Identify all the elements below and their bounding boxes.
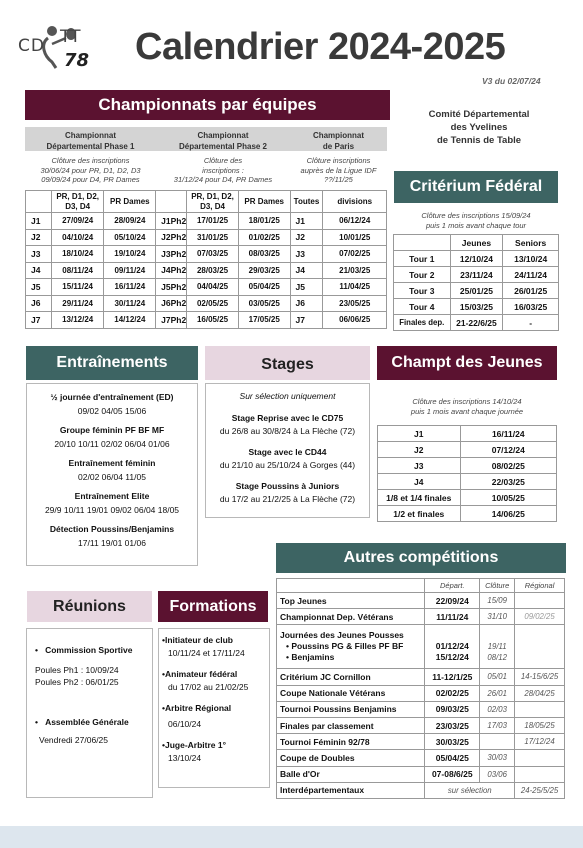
table-cell: 22/09/24 bbox=[425, 593, 480, 609]
col-header: PR Dames bbox=[104, 191, 156, 213]
table-cell: 17/12/24 bbox=[515, 734, 565, 750]
bottom-background-strip bbox=[0, 826, 583, 848]
table-cell: Championnat Dep. Vétérans bbox=[277, 609, 425, 625]
col-header bbox=[277, 579, 425, 593]
phase1-note bbox=[25, 156, 156, 185]
col-header: Jeunes bbox=[450, 235, 503, 251]
table-cell: 25/01/25 bbox=[450, 283, 503, 299]
entrainement-dates: 29/9 10/11 19/01 09/02 06/04 18/05 bbox=[44, 504, 180, 515]
formations-header: Formations bbox=[158, 591, 268, 622]
table-cell: 05/01 bbox=[480, 669, 515, 685]
table-cell: 06/12/24 bbox=[323, 213, 387, 230]
jeunes-header: Champt des Jeunes bbox=[377, 346, 557, 380]
table-row bbox=[277, 685, 565, 701]
committee-line-3: de Tennis de Table bbox=[436, 135, 522, 146]
col-header: Toutes bbox=[290, 191, 323, 213]
formation-title: Initiateur de club bbox=[164, 635, 233, 645]
entrainement-title: Groupe féminin PF BF MF bbox=[59, 425, 165, 435]
col-header: Clôture bbox=[480, 579, 515, 593]
table-row bbox=[26, 213, 387, 230]
table-cell: J1Ph2 bbox=[156, 213, 187, 230]
table-cell: 08/02/25 bbox=[460, 458, 556, 474]
reunion-title: Assemblée Générale bbox=[45, 717, 129, 727]
criterium-note-line: Clôture des inscriptions 15/09/24 bbox=[421, 211, 531, 220]
table-cell: 09/11/24 bbox=[104, 262, 156, 279]
criterium-table bbox=[393, 234, 559, 331]
entrainement-dates: 02/02 06/04 11/05 bbox=[78, 471, 146, 482]
table-cell: 02/03 bbox=[480, 701, 515, 717]
col-header: divisions bbox=[323, 191, 387, 213]
stage-title: Stage avec le CD44 bbox=[248, 446, 327, 457]
table-cell: J2 bbox=[378, 442, 461, 458]
entrainements-header: Entraînements bbox=[26, 346, 198, 380]
table-row bbox=[277, 717, 565, 733]
table-row bbox=[394, 267, 559, 283]
table-cell: 19/10/24 bbox=[104, 246, 156, 263]
table-cell: 07/02/25 bbox=[323, 246, 387, 263]
committee-name bbox=[404, 108, 554, 147]
table-row bbox=[277, 750, 565, 766]
table-cell: 26/01 bbox=[480, 685, 515, 701]
table-cell: 30/03/25 bbox=[425, 734, 480, 750]
table-cell: Critérium JC Cornillon bbox=[277, 669, 425, 685]
table-cell: J5Ph2 bbox=[156, 279, 187, 296]
entrainement-item bbox=[27, 523, 197, 550]
table-row bbox=[378, 426, 557, 442]
table-cell: Coupe Nationale Vétérans bbox=[277, 685, 425, 701]
table-cell: 03/06 bbox=[480, 766, 515, 782]
table-row bbox=[26, 246, 387, 263]
col-header: PR, D1, D2, D3, D4 bbox=[187, 191, 239, 213]
table-cell: 15/11/24 bbox=[51, 279, 104, 296]
clo-date-2: 08/12 bbox=[487, 652, 507, 662]
table-cell: J1 bbox=[26, 213, 52, 230]
table-row bbox=[277, 782, 565, 798]
jeunes-pousses-sub2: Benjamins bbox=[291, 652, 335, 663]
table-cell: J2Ph2 bbox=[156, 229, 187, 246]
committee-line-1: Comité Départemental bbox=[428, 109, 530, 120]
table-cell: 23/11/24 bbox=[450, 267, 503, 283]
table-cell: 08/11/24 bbox=[51, 262, 104, 279]
table-cell: 23/05/25 bbox=[323, 295, 387, 312]
table-cell: 07/12/24 bbox=[460, 442, 556, 458]
table-cell: J2 bbox=[26, 229, 52, 246]
table-row bbox=[378, 490, 557, 506]
phase1-title-line2: Départemental Phase 1 bbox=[46, 142, 135, 151]
table-cell: J6 bbox=[26, 295, 52, 312]
table-cell: Finales dep. bbox=[394, 315, 451, 331]
phase2-note-line: inscriptions : bbox=[202, 165, 244, 175]
table-cell: 28/03/25 bbox=[187, 262, 239, 279]
table-row bbox=[378, 442, 557, 458]
table-row bbox=[26, 295, 387, 312]
table-cell: 31/10 bbox=[480, 609, 515, 625]
table-cell: 07-08/6/25 bbox=[425, 766, 480, 782]
formation-dates: 10/11/24 et 17/11/24 bbox=[168, 647, 245, 658]
table-cell: J3 bbox=[26, 246, 52, 263]
table-cell: J1 bbox=[290, 213, 323, 230]
table-cell: 04/04/25 bbox=[187, 279, 239, 296]
dep-date-2: 15/12/24 bbox=[435, 651, 469, 662]
jeunes-note-line: Clôture des inscriptions 14/10/24 bbox=[412, 397, 522, 406]
table-row bbox=[277, 701, 565, 717]
table-cell: J3Ph2 bbox=[156, 246, 187, 263]
paris-note-line: ??/11/25 bbox=[324, 175, 353, 184]
table-cell: J7 bbox=[290, 312, 323, 329]
table-row bbox=[378, 506, 557, 522]
formation-item: •Juge-Arbitre 1° 13/10/24 bbox=[162, 739, 269, 764]
table-cell: 16/11/24 bbox=[104, 279, 156, 296]
table-cell: Tournoi Féminin 92/78 bbox=[277, 734, 425, 750]
jeunes-pousses-sub: • Poussins PG & Filles PF BF bbox=[286, 641, 404, 652]
table-cell: 18/05/25 bbox=[515, 717, 565, 733]
table-cell: J1 bbox=[378, 426, 461, 442]
table-row bbox=[26, 279, 387, 296]
stage-dates: du 26/8 au 30/8/24 à La Flèche (72) bbox=[219, 426, 356, 436]
entrainement-title: Entraînement Elite bbox=[74, 491, 150, 501]
table-row bbox=[277, 766, 565, 782]
table-cell: 13/10/24 bbox=[503, 251, 559, 267]
entrainement-dates: 09/02 04/05 15/06 bbox=[77, 405, 147, 416]
table-cell: 11/04/25 bbox=[323, 279, 387, 296]
criterium-note bbox=[393, 211, 559, 230]
table-cell: - bbox=[503, 315, 559, 331]
table-header-row bbox=[394, 235, 559, 251]
table-row bbox=[277, 669, 565, 685]
table-cell: 16/03/25 bbox=[503, 299, 559, 315]
table-row bbox=[277, 609, 565, 625]
table-cell bbox=[480, 625, 515, 669]
jeunes-pousses-sub: • Benjamins bbox=[286, 652, 335, 663]
table-cell: Tour 1 bbox=[394, 251, 451, 267]
col-header bbox=[394, 235, 451, 251]
table-row bbox=[277, 625, 565, 669]
formation-item: •Animateur fédéral du 17/02 au 21/02/25 bbox=[162, 668, 269, 693]
table-cell: 14/12/24 bbox=[104, 312, 156, 329]
table-cell: 24/11/24 bbox=[503, 267, 559, 283]
stages-box bbox=[205, 383, 370, 518]
jeunes-pousses-sub1: Poussins PG & Filles PF BF bbox=[291, 641, 404, 652]
table-cell: 16/05/25 bbox=[187, 312, 239, 329]
table-row bbox=[394, 251, 559, 267]
entrainement-dates: 20/10 10/11 02/02 06/04 01/06 bbox=[54, 438, 170, 449]
table-cell: J5 bbox=[290, 279, 323, 296]
table-row bbox=[394, 283, 559, 299]
table-cell bbox=[515, 766, 565, 782]
reunion-line: Poules Ph1 : 10/09/24 bbox=[35, 665, 119, 675]
table-row bbox=[394, 315, 559, 331]
table-cell: Interdépartementaux bbox=[277, 782, 425, 798]
table-cell: 22/03/25 bbox=[460, 474, 556, 490]
formation-title: Juge-Arbitre 1° bbox=[164, 740, 227, 750]
table-cell: Coupe de Doubles bbox=[277, 750, 425, 766]
table-cell: 1/8 et 1/4 finales bbox=[378, 490, 461, 506]
table-cell: 17/01/25 bbox=[187, 213, 239, 230]
table-cell: 18/10/24 bbox=[51, 246, 104, 263]
table-cell bbox=[515, 750, 565, 766]
col-header: Seniors bbox=[503, 235, 559, 251]
stage-title: Stage Poussins à Juniors bbox=[235, 480, 340, 491]
table-cell: 13/12/24 bbox=[51, 312, 104, 329]
stages-subtitle: Sur sélection uniquement bbox=[239, 391, 336, 401]
reunion-title: Commission Sportive bbox=[45, 645, 133, 655]
table-row bbox=[394, 299, 559, 315]
phase2-title-line1: Championnat bbox=[197, 131, 249, 140]
table-cell: 23/03/25 bbox=[425, 717, 480, 733]
table-row bbox=[277, 593, 565, 609]
phase2-title-line2: Départemental Phase 2 bbox=[178, 142, 268, 151]
phase1-note-line: 30/06/24 pour PR, D1, D2, D3 bbox=[40, 165, 141, 175]
table-cell: 12/10/24 bbox=[450, 251, 503, 267]
col-header: PR Dames bbox=[238, 191, 290, 213]
table-cell: Balle d'Or bbox=[277, 766, 425, 782]
table-header-row bbox=[26, 191, 387, 213]
table-cell: J3 bbox=[378, 458, 461, 474]
phase1-title bbox=[25, 127, 156, 151]
jeunes-pousses-title: Journées des Jeunes Pousses bbox=[280, 630, 404, 641]
col-header bbox=[26, 191, 52, 213]
table-row bbox=[277, 734, 565, 750]
paris-title-line1: Championnat bbox=[312, 131, 365, 140]
formation-title: Arbitre Régional bbox=[164, 703, 232, 713]
table-cell: 26/01/25 bbox=[503, 283, 559, 299]
phase1-note-line: Clôture des inscriptions bbox=[51, 156, 130, 165]
table-cell: 09/03/25 bbox=[425, 701, 480, 717]
table-cell: J6 bbox=[290, 295, 323, 312]
table-header-row bbox=[277, 579, 565, 593]
table-cell: J6Ph2 bbox=[156, 295, 187, 312]
jeunes-table bbox=[377, 425, 557, 522]
version-label: V3 du 02/07/24 bbox=[482, 76, 541, 86]
table-cell: 24-25/5/25 bbox=[515, 782, 565, 798]
table-cell: 05/10/24 bbox=[104, 229, 156, 246]
col-header: PR, D1, D2, D3, D4 bbox=[51, 191, 104, 213]
table-cell: sur sélection bbox=[425, 782, 515, 798]
table-row bbox=[378, 474, 557, 490]
table-cell bbox=[425, 625, 480, 669]
phase1-note-line: 09/09/24 pour D4, PR Dames bbox=[41, 175, 140, 184]
reunion-line: Poules Ph2 : 06/01/25 bbox=[35, 677, 119, 687]
table-cell: Finales par classement bbox=[277, 717, 425, 733]
table-cell: J3 bbox=[290, 246, 323, 263]
championnats-table bbox=[25, 190, 387, 329]
table-cell: 21/03/25 bbox=[323, 262, 387, 279]
paris-note-line: Clôture inscriptions bbox=[306, 156, 371, 165]
table-cell: J4 bbox=[378, 474, 461, 490]
reunions-box bbox=[26, 628, 153, 798]
formation-title: Animateur fédéral bbox=[164, 669, 238, 679]
table-cell: 17/03 bbox=[480, 717, 515, 733]
formation-dates: 13/10/24 bbox=[168, 752, 202, 763]
table-row bbox=[26, 312, 387, 329]
championnats-header: Championnats par équipes bbox=[25, 90, 390, 120]
stage-item bbox=[206, 412, 369, 439]
logo-text-cd: CD bbox=[18, 36, 45, 56]
phase2-title bbox=[156, 127, 290, 151]
stage-item bbox=[206, 446, 369, 473]
criterium-note-line: puis 1 mois avant chaque tour bbox=[425, 220, 527, 230]
table-cell: 30/11/24 bbox=[104, 295, 156, 312]
table-cell: 04/10/24 bbox=[51, 229, 104, 246]
table-cell: 11-12/1/25 bbox=[425, 669, 480, 685]
table-cell: J4Ph2 bbox=[156, 262, 187, 279]
table-cell: Tour 3 bbox=[394, 283, 451, 299]
stage-dates: du 17/2 au 21/2/25 à La Flèche (72) bbox=[219, 494, 356, 504]
reunion-item: • Assemblée Générale bbox=[35, 717, 129, 727]
criterium-header: Critérium Fédéral bbox=[394, 171, 558, 203]
table-cell: Tour 4 bbox=[394, 299, 451, 315]
table-cell: 10/05/25 bbox=[460, 490, 556, 506]
table-cell: J5 bbox=[26, 279, 52, 296]
table-cell: 28/04/25 bbox=[515, 685, 565, 701]
stage-title: Stage Reprise avec le CD75 bbox=[231, 412, 344, 423]
table-cell bbox=[480, 734, 515, 750]
table-cell: 11/11/24 bbox=[425, 609, 480, 625]
entrainement-title: Entraînement féminin bbox=[68, 458, 156, 468]
table-cell: 01/02/25 bbox=[238, 229, 290, 246]
table-row bbox=[378, 458, 557, 474]
table-cell: J7 bbox=[26, 312, 52, 329]
entrainement-item bbox=[27, 490, 197, 517]
autres-header: Autres compétitions bbox=[276, 543, 566, 573]
table-cell: 07/03/25 bbox=[187, 246, 239, 263]
table-cell: 28/09/24 bbox=[104, 213, 156, 230]
table-cell: 31/01/25 bbox=[187, 229, 239, 246]
phase2-note-line: 31/12/24 pour D4, PR Dames bbox=[173, 175, 273, 184]
page-title: Calendrier 2024-2025 bbox=[135, 26, 506, 68]
reunion-line: Vendredi 27/06/25 bbox=[39, 735, 109, 745]
cdtt78-logo bbox=[18, 22, 98, 74]
entrainement-dates: 17/11 19/01 01/06 bbox=[78, 537, 146, 548]
table-cell: 29/11/24 bbox=[51, 295, 104, 312]
logo-text-78: 78 bbox=[64, 50, 90, 71]
autres-table bbox=[276, 578, 565, 799]
table-cell bbox=[515, 701, 565, 717]
table-cell: 02/02/25 bbox=[425, 685, 480, 701]
logo-text-tt: TT bbox=[60, 27, 81, 47]
stage-dates: du 21/10 au 25/10/24 à Gorges (44) bbox=[219, 460, 356, 470]
reunion-lines bbox=[35, 664, 152, 688]
table-cell: 03/05/25 bbox=[238, 295, 290, 312]
jeunes-note bbox=[377, 397, 557, 416]
table-row bbox=[26, 229, 387, 246]
committee-line-2: des Yvelines bbox=[450, 122, 508, 133]
table-row bbox=[26, 262, 387, 279]
table-cell: 15/09 bbox=[480, 593, 515, 609]
table-cell: 27/09/24 bbox=[51, 213, 104, 230]
phase1-title-line1: Championnat bbox=[64, 131, 117, 140]
table-cell: Tournoi Poussins Benjamins bbox=[277, 701, 425, 717]
phase2-note bbox=[156, 156, 290, 185]
table-cell: J4 bbox=[26, 262, 52, 279]
table-cell: 21-22/6/25 bbox=[450, 315, 503, 331]
table-cell: 09/02/25 bbox=[515, 609, 565, 625]
table-cell: Tour 2 bbox=[394, 267, 451, 283]
table-cell: 29/03/25 bbox=[238, 262, 290, 279]
entrainement-item bbox=[27, 424, 197, 451]
entrainement-title: Détection Poussins/Benjamins bbox=[49, 524, 175, 534]
entrainement-item bbox=[27, 457, 197, 484]
jeunes-note-line: puis 1 mois avant chaque journée bbox=[410, 406, 524, 416]
dep-date-1: 01/12/24 bbox=[435, 640, 469, 651]
formation-dates: 06/10/24 bbox=[168, 718, 202, 729]
table-cell: 16/11/24 bbox=[460, 426, 556, 442]
formation-item: •Arbitre Régional 06/10/24 bbox=[162, 702, 269, 730]
formations-box bbox=[158, 628, 270, 788]
entrainement-item bbox=[27, 391, 197, 418]
reunion-item: • Commission Sportive bbox=[35, 645, 133, 655]
table-cell: J4 bbox=[290, 262, 323, 279]
formation-dates: du 17/02 au 21/02/25 bbox=[168, 681, 249, 692]
table-cell: 30/03 bbox=[480, 750, 515, 766]
table-cell: 05/04/25 bbox=[238, 279, 290, 296]
table-cell: 14/06/25 bbox=[460, 506, 556, 522]
paris-title-line2: de Paris bbox=[322, 142, 355, 151]
table-cell: J7Ph2 bbox=[156, 312, 187, 329]
table-cell: J2 bbox=[290, 229, 323, 246]
table-cell bbox=[277, 625, 425, 669]
formation-item: •Initiateur de club 10/11/24 et 17/11/24 bbox=[162, 634, 269, 659]
table-cell: 06/06/25 bbox=[323, 312, 387, 329]
col-header: Départ. bbox=[425, 579, 480, 593]
table-cell bbox=[515, 625, 565, 669]
col-header bbox=[156, 191, 187, 213]
paris-note-line: auprès de la Ligue IDF bbox=[300, 165, 377, 175]
stage-item bbox=[206, 480, 369, 507]
table-cell: 17/05/25 bbox=[238, 312, 290, 329]
paris-title bbox=[290, 127, 387, 151]
table-cell: 02/05/25 bbox=[187, 295, 239, 312]
clo-date-1: 19/11 bbox=[487, 641, 507, 651]
entrainement-title: ½ journée d'entraînement (ED) bbox=[50, 392, 174, 402]
reunions-header: Réunions bbox=[27, 591, 152, 622]
table-cell: 18/01/25 bbox=[238, 213, 290, 230]
table-cell: 15/03/25 bbox=[450, 299, 503, 315]
table-cell: 05/04/25 bbox=[425, 750, 480, 766]
table-cell: 14-15/6/25 bbox=[515, 669, 565, 685]
table-cell: 10/01/25 bbox=[323, 229, 387, 246]
paris-note bbox=[290, 156, 387, 185]
table-cell: 1/2 et finales bbox=[378, 506, 461, 522]
table-cell: Top Jeunes bbox=[277, 593, 425, 609]
phase2-note-line: Clôture des bbox=[203, 156, 243, 165]
stages-header: Stages bbox=[205, 346, 370, 380]
table-cell: 08/03/25 bbox=[238, 246, 290, 263]
table-cell bbox=[515, 593, 565, 609]
entrainements-box bbox=[26, 383, 198, 566]
col-header: Régional bbox=[515, 579, 565, 593]
